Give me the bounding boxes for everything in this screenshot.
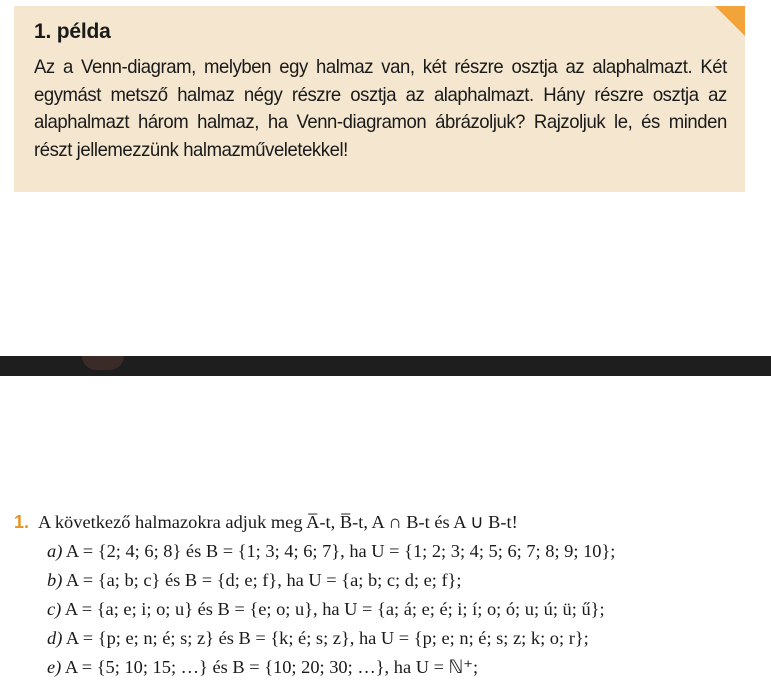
- example-box: [14, 6, 745, 192]
- exercise-head: [14, 508, 764, 537]
- partial-photo-fragment: [82, 356, 124, 370]
- exercise-item-a: [14, 537, 764, 566]
- dark-divider-bar: [0, 356, 771, 376]
- exercise-prompt: A következő halmazokra adjuk meg A̅-t, B̅-t, A ∩ B-t és A ∪ B-t!: [38, 512, 518, 532]
- item-letter: b): [47, 570, 63, 590]
- item-text: A = {5; 10; 15; …} és B = {10; 20; 30; …}, ha U = ℕ⁺;: [64, 657, 479, 677]
- exercise-item-d: [14, 624, 764, 653]
- corner-flag-icon: [715, 6, 745, 36]
- item-letter: c): [47, 599, 62, 619]
- example-text: Az a Venn-diagram, melyben egy halmaz van, két részre osztja az alaphalmazt. Két egymást metsző halmaz négy részre osztja az alaphalmazt. Hány részre osztja az alaphalmazt három halmaz, ha Venn-diagramon ábrázoljuk? Rajzoljuk le, és minden részt jellemezzünk halmazműveletekkel!: [34, 57, 727, 161]
- exercise-number: 1.: [14, 512, 30, 532]
- exercise-item-c: [14, 595, 764, 624]
- item-letter: a): [47, 541, 63, 561]
- exercise: [14, 508, 764, 682]
- exercise-item-e: [14, 653, 764, 682]
- item-letter: e): [47, 657, 62, 677]
- item-text: A = {a; b; c} és B = {d; e; f}, ha U = {a; b; c; d; e; f};: [65, 570, 462, 590]
- item-letter: d): [47, 628, 63, 648]
- item-text: A = {a; e; i; o; u} és B = {e; o; u}, ha U = {a; á; e; é; i; í; o; ó; u; ú; ü; ű};: [64, 599, 605, 619]
- item-text: A = {2; 4; 6; 8} és B = {1; 3; 4; 6; 7}, ha U = {1; 2; 3; 4; 5; 6; 7; 8; 9; 10};: [65, 541, 616, 561]
- example-title: 1. példa: [34, 20, 111, 43]
- item-text: A = {p; e; n; é; s; z} és B = {k; é; s; z}, ha U = {p; e; n; é; s; z; k; o; r};: [65, 628, 589, 648]
- exercise-item-b: [14, 566, 764, 595]
